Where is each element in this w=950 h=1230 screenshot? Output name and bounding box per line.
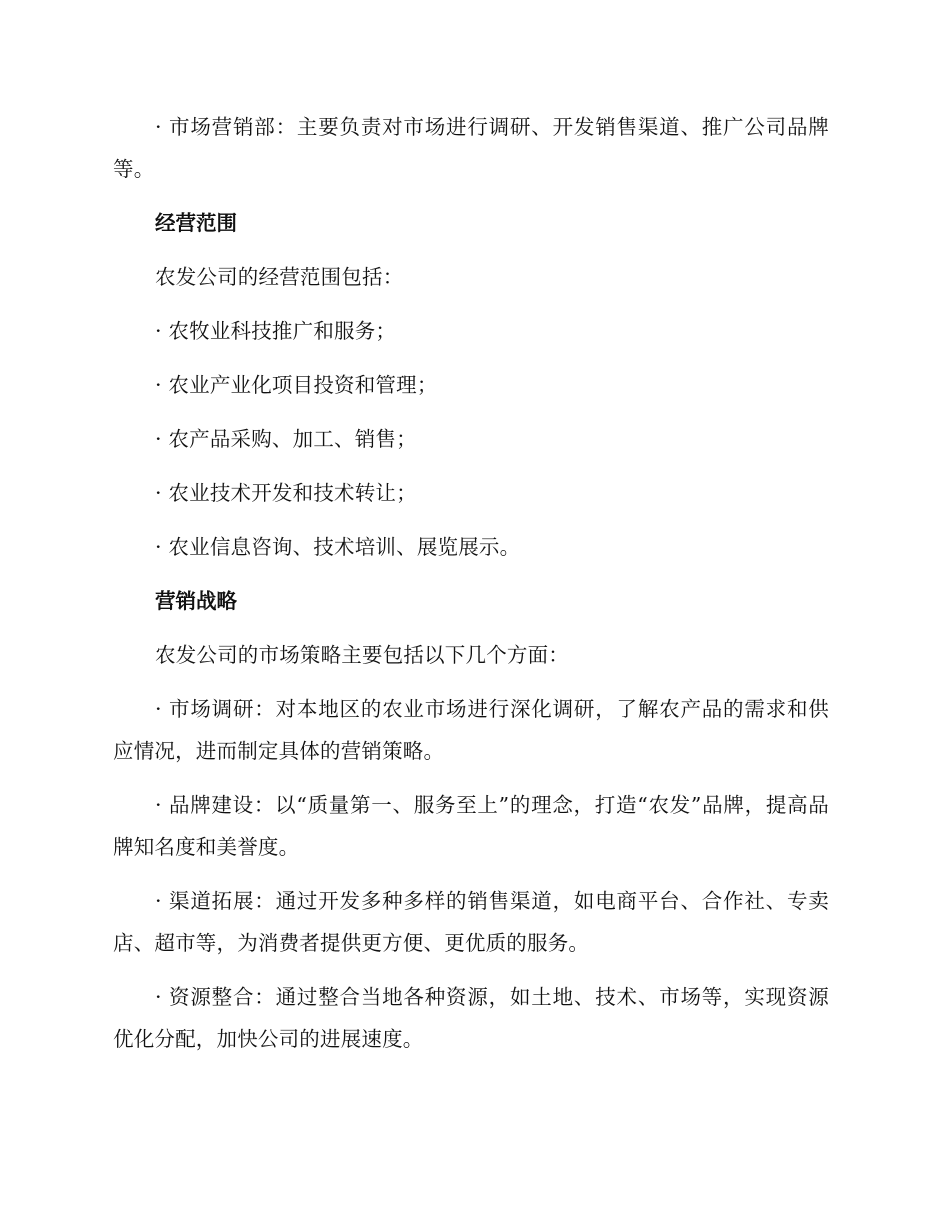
list-item-strategy: · 市场调研：对本地区的农业市场进行深化调研，了解农产品的需求和供应情况，进而制定具体的营销策略。 [113, 697, 829, 763]
list-item-scope: · 农业产业化项目投资和管理； [155, 373, 438, 397]
heading-business-scope: 经营范围 [155, 211, 237, 235]
list-item-scope: · 农产品采购、加工、销售； [155, 427, 417, 451]
paragraph-marketing-dept: · 市场营销部：主要负责对市场进行调研、开发销售渠道、推广公司品牌等。 [113, 115, 829, 181]
list-item-scope: · 农业技术开发和技术转让； [155, 481, 417, 505]
list-item-scope: · 农牧业科技推广和服务； [155, 319, 397, 343]
list-item-strategy: · 渠道拓展：通过开发多种多样的销售渠道，如电商平台、合作社、专卖店、超市等，为消费者提供更方便、更优质的服务。 [113, 889, 829, 955]
document-body [113, 106, 829, 1072]
heading-marketing-strategy: 营销战略 [155, 589, 237, 613]
paragraph-strategy-intro: 农发公司的市场策略主要包括以下几个方面： [155, 643, 569, 667]
list-item-scope: · 农业信息咨询、技术培训、展览展示。 [155, 535, 521, 559]
paragraph-scope-intro: 农发公司的经营范围包括： [155, 265, 404, 289]
list-item-strategy: · 资源整合：通过整合当地各种资源，如土地、技术、市场等，实现资源优化分配，加快公司的进展速度。 [113, 985, 829, 1051]
list-item-strategy: · 品牌建设：以“质量第一、服务至上”的理念，打造“农发”品牌，提高品牌知名度和美誉度。 [113, 793, 829, 859]
